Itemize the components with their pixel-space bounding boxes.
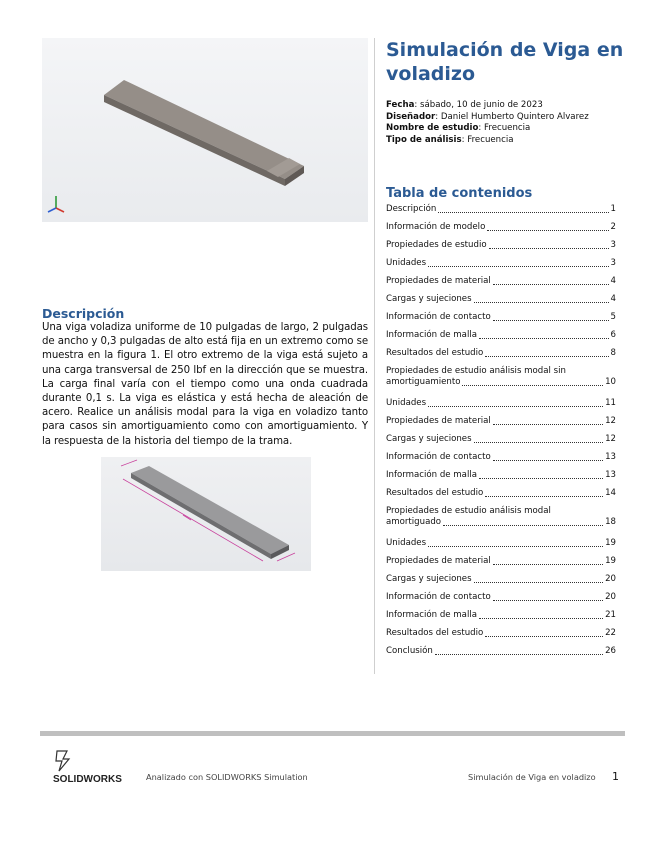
toc-entry-page: 5: [610, 312, 616, 322]
figure-beam-top: [131, 466, 289, 554]
toc-entry[interactable]: [386, 312, 616, 330]
toc-entry-page: 10: [605, 377, 616, 387]
toc-entry-label: Información de contacto: [386, 452, 491, 462]
toc-entry-label: Información de contacto: [386, 592, 491, 602]
toc-entry-page: 2: [610, 222, 616, 232]
description-heading: Descripción: [42, 306, 125, 321]
toc-leader-dots: [493, 319, 609, 321]
footer-analyzed-text: Analizado con SOLIDWORKS Simulation: [146, 772, 308, 782]
meta-value: Daniel Humberto Quintero Alvarez: [440, 111, 589, 122]
toc-entry-page: 3: [610, 240, 616, 250]
meta-analysis-type: Tipo de análisis: Frecuencia: [386, 134, 514, 145]
toc-entry-page: 19: [605, 556, 616, 566]
toc-leader-dots: [462, 384, 603, 386]
ds-logo-icon: [53, 745, 133, 785]
toc-leader-dots: [428, 265, 608, 267]
meta-value: Frecuencia: [484, 123, 531, 133]
meta-label: Diseñador: [386, 111, 436, 122]
meta-label: Nombre de estudio: [386, 123, 479, 133]
toc-entry[interactable]: [386, 222, 616, 240]
toc-entry-label: Cargas y sujeciones: [386, 574, 472, 584]
toc-entry-label: Propiedades de material: [386, 416, 491, 426]
toc-entry[interactable]: [386, 434, 616, 452]
beam-model-svg: [42, 38, 368, 222]
toc-entry[interactable]: [386, 452, 616, 470]
toc-entry-label: Propiedades de estudio: [386, 240, 487, 250]
toc-leader-dots: [428, 545, 603, 547]
toc-entry-label-line1: Propiedades de estudio análisis modal: [386, 506, 551, 516]
toc-leader-dots: [493, 599, 603, 601]
toc-entry-page: 4: [610, 276, 616, 286]
toc-entry[interactable]: [386, 258, 616, 276]
description-text: Una viga voladiza uniforme de 10 pulgadas de largo, 2 pulgadas de ancho y 0,3 pulgadas de alto está fija en un extremo como se muestra en la figura 1. El otro extremo de la viga está sujeto a una carga transversal de 250 lbf en la dirección que se muestra. La carga final varía con el tiempo como una onda cuadrada durante 0,1 s. La viga es elástica y está hecha de aleación de acero. Realice un análisis modal para la viga en voladizo tanto para casos sin amortiguamiento como con amortiguamiento. Y la respuesta de la historia del tiempo de la trama.: [42, 322, 368, 447]
model-render-image: [42, 38, 368, 222]
toc-entry-page: 12: [605, 434, 616, 444]
document-title: Simulación de Viga en voladizo: [386, 39, 624, 85]
toc-leader-dots: [493, 563, 603, 565]
toc-leader-dots: [493, 459, 603, 461]
document-meta: [386, 100, 589, 146]
footer-page-number: 1: [612, 770, 619, 783]
toc-entry[interactable]: [386, 330, 616, 348]
toc-entry-label: amortiguado: [386, 517, 442, 527]
footer-rule: [40, 731, 625, 736]
toc-entry-label: Cargas y sujeciones: [386, 434, 472, 444]
toc-entry[interactable]: [386, 556, 616, 574]
toc-entry-label: Unidades: [386, 258, 427, 268]
toc-leader-dots: [435, 653, 603, 655]
toc-leader-dots: [485, 495, 603, 497]
toc-entry-page: 3: [610, 258, 616, 268]
column-divider: [374, 38, 375, 674]
toc-entry-label: Descripción: [386, 204, 437, 214]
solidworks-logo: [53, 745, 133, 785]
toc-entry[interactable]: [386, 416, 616, 434]
toc-entry-page: 12: [605, 416, 616, 426]
toc-leader-dots: [487, 229, 608, 231]
toc-entry[interactable]: [386, 488, 616, 506]
beam-figure-image: [101, 457, 311, 571]
toc-entry-label: Unidades: [386, 398, 427, 408]
toc-entry-label: Propiedades de material: [386, 556, 491, 566]
meta-study-name: Nombre de estudio: Frecuencia: [386, 123, 531, 133]
toc-entry-label-line1: Propiedades de estudio análisis modal sin: [386, 366, 566, 376]
toc-entry-label: amortiguamiento: [386, 377, 461, 387]
toc-entry-page: 18: [605, 517, 616, 527]
toc-entry-page: 19: [605, 538, 616, 548]
toc-entry-label: Resultados del estudio: [386, 488, 484, 498]
toc-leader-dots: [443, 524, 603, 526]
toc-entry-label: Unidades: [386, 538, 427, 548]
toc-entry-page: 1: [610, 204, 616, 214]
toc-entry[interactable]: [386, 276, 616, 294]
toc-entry-label: Información de malla: [386, 610, 477, 620]
toc-leader-dots: [479, 617, 603, 619]
toc-entry[interactable]: [386, 592, 616, 610]
toc-entry[interactable]: [386, 574, 616, 592]
toc-entry-page: 26: [605, 646, 616, 656]
toc-entry-label: Resultados del estudio: [386, 628, 484, 638]
table-of-contents: [386, 204, 616, 664]
toc-leader-dots: [474, 441, 603, 443]
toc-entry[interactable]: [386, 646, 616, 664]
toc-entry-page: 20: [605, 574, 616, 584]
toc-entry[interactable]: [386, 366, 616, 398]
toc-entry-page: 4: [610, 294, 616, 304]
toc-entry-page: 6: [610, 330, 616, 340]
meta-label: Tipo de análisis: [386, 134, 462, 145]
figure-beam-side: [131, 473, 271, 559]
toc-heading: Tabla de contenidos: [386, 186, 533, 201]
toc-entry-page: 13: [605, 452, 616, 462]
toc-entry-label: Información de contacto: [386, 312, 491, 322]
beam-top-face: [104, 80, 304, 179]
toc-entry[interactable]: [386, 204, 616, 222]
toc-entry[interactable]: [386, 628, 616, 646]
toc-entry-page: 8: [610, 348, 616, 358]
toc-leader-dots: [428, 405, 603, 407]
meta-date: Fecha: sábado, 10 de junio de 2023: [386, 100, 543, 110]
toc-entry-label: Propiedades de material: [386, 276, 491, 286]
toc-entry[interactable]: [386, 348, 616, 366]
toc-entry-page: 14: [605, 488, 616, 498]
beam-dimension-figure-svg: [101, 457, 311, 571]
meta-label: Fecha: [386, 100, 415, 110]
toc-entry[interactable]: [386, 470, 616, 488]
toc-entry-label: Resultados del estudio: [386, 348, 484, 358]
toc-entry-label: Cargas y sujeciones: [386, 294, 472, 304]
axis-triad-icon: [48, 196, 64, 212]
toc-leader-dots: [479, 477, 603, 479]
toc-entry-page: 13: [605, 470, 616, 480]
toc-entry-page: 20: [605, 592, 616, 602]
toc-leader-dots: [485, 355, 608, 357]
toc-entry-page: 22: [605, 628, 616, 638]
toc-leader-dots: [438, 211, 608, 213]
toc-entry-label: Conclusión: [386, 646, 433, 656]
toc-leader-dots: [493, 423, 603, 425]
toc-entry[interactable]: [386, 506, 616, 538]
toc-entry-page: 21: [605, 610, 616, 620]
footer-document-name: Simulación de Viga en voladizo: [468, 772, 596, 782]
beam-front-face: [104, 95, 285, 186]
toc-entry-label: Información de modelo: [386, 222, 486, 232]
toc-entry-label: Información de malla: [386, 470, 477, 480]
meta-designer: Diseñador: Daniel Humberto Quintero Alvarez: [386, 111, 589, 122]
toc-entry[interactable]: [386, 294, 616, 312]
toc-entry[interactable]: [386, 398, 616, 416]
meta-value: Frecuencia: [467, 134, 514, 145]
toc-leader-dots: [479, 337, 609, 339]
toc-leader-dots: [474, 581, 603, 583]
brand-wordmark: SOLIDWORKS: [53, 774, 122, 785]
toc-entry[interactable]: [386, 610, 616, 628]
toc-entry-label: Información de malla: [386, 330, 477, 340]
toc-leader-dots: [489, 247, 609, 249]
toc-entry[interactable]: [386, 240, 616, 258]
toc-leader-dots: [474, 301, 609, 303]
toc-leader-dots: [493, 283, 609, 285]
toc-leader-dots: [485, 635, 603, 637]
toc-entry[interactable]: [386, 538, 616, 556]
toc-entry-page: 11: [605, 398, 616, 408]
meta-value: sábado, 10 de junio de 2023: [420, 100, 543, 110]
